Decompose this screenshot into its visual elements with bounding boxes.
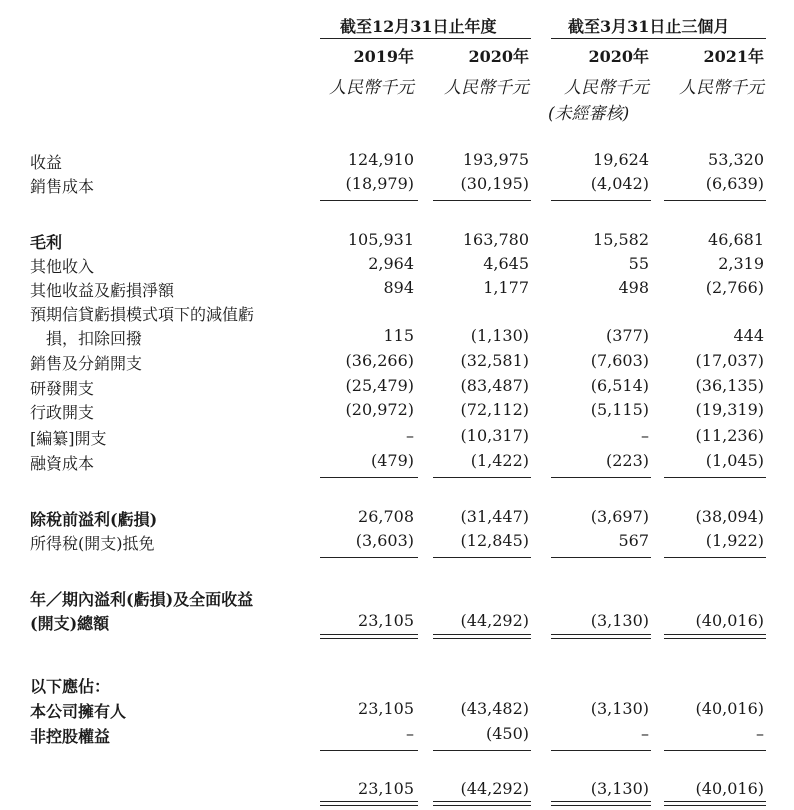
cell-value: (1,922) (705, 531, 764, 550)
subtotal-rule (433, 477, 531, 478)
row-label: 融資成本 (30, 454, 95, 473)
row-label: 收益 (30, 153, 63, 172)
cell-value: (3,130) (590, 779, 649, 798)
cell-value: 444 (733, 326, 764, 345)
cell-value: (40,016) (695, 699, 764, 718)
cell-value: (3,130) (590, 611, 649, 630)
subtotal-rule (320, 200, 418, 201)
subtotal-rule (551, 750, 651, 751)
subtotal-rule (320, 557, 418, 558)
cell-value: (19,319) (695, 400, 764, 419)
total-double-rule (433, 801, 531, 806)
cell-value: 2,319 (718, 254, 764, 273)
cell-value: (40,016) (695, 611, 764, 630)
unit-label: 人民幣千元 (329, 78, 414, 98)
cell-value: (12,845) (460, 531, 529, 550)
cell-value: (44,292) (460, 779, 529, 798)
cell-value: (1,130) (470, 326, 529, 345)
unit-label: 人民幣千元 (564, 78, 649, 98)
subtotal-rule (664, 200, 766, 201)
row-label: 其他收益及虧損淨額 (30, 281, 175, 300)
cell-value: (36,266) (345, 351, 414, 370)
row-label: 銷售及分銷開支 (30, 354, 143, 373)
cell-value: 2,964 (368, 254, 414, 273)
row-label: 預期信貸虧損模式項下的減值虧 (30, 305, 255, 324)
cell-value: 124,910 (347, 150, 414, 169)
cell-value: 26,708 (358, 507, 414, 526)
row-label: 銷售成本 (30, 177, 95, 196)
cell-value: (11,236) (695, 426, 764, 445)
header-group-annual-rule (320, 38, 531, 39)
cell-value: 55 (628, 254, 649, 273)
cell-value: (40,016) (695, 779, 764, 798)
cell-value: – (406, 426, 414, 445)
cell-value: (72,112) (460, 400, 529, 419)
cell-value: (30,195) (460, 174, 529, 193)
year-header-2020: 2020年 (468, 47, 529, 66)
cell-value: 894 (383, 278, 414, 297)
cell-value: (3,130) (590, 699, 649, 718)
cell-value: (3,603) (355, 531, 414, 550)
cell-value: (18,979) (345, 174, 414, 193)
row-label: 所得稅(開支)抵免 (30, 534, 155, 553)
cell-value: (32,581) (460, 351, 529, 370)
cell-value: (83,487) (460, 376, 529, 395)
subtotal-rule (551, 557, 651, 558)
cell-value: (1,045) (705, 451, 764, 470)
cell-value: (6,514) (590, 376, 649, 395)
row-label: 行政開支 (30, 403, 95, 422)
row-label: 研發開支 (30, 379, 95, 398)
cell-value: (20,972) (345, 400, 414, 419)
total-double-rule (551, 801, 651, 806)
cell-value: (223) (605, 451, 649, 470)
subtotal-rule (664, 750, 766, 751)
cell-value: 23,105 (358, 779, 414, 798)
total-double-rule (320, 634, 418, 639)
cell-value: (377) (605, 326, 649, 345)
row-label: 年／期內溢利(虧損)及全面收益 (30, 590, 254, 609)
cell-value: (450) (485, 724, 529, 743)
cell-value: (44,292) (460, 611, 529, 630)
year-header-2021-q1: 2021年 (703, 47, 764, 66)
cell-value: 46,681 (708, 230, 764, 249)
header-group-quarterly-rule (551, 38, 766, 39)
total-double-rule (664, 801, 766, 806)
row-label: 毛利 (30, 233, 63, 252)
cell-value: 193,975 (462, 150, 529, 169)
cell-value: 23,105 (358, 611, 414, 630)
row-label: 本公司擁有人 (30, 702, 127, 721)
subtotal-rule (664, 557, 766, 558)
cell-value: 115 (383, 326, 414, 345)
cell-value: 1,177 (483, 278, 529, 297)
row-label: 除稅前溢利(虧損) (30, 510, 158, 529)
cell-value: (6,639) (705, 174, 764, 193)
total-double-rule (551, 634, 651, 639)
row-label-continued: 損，扣除回撥 (46, 329, 143, 348)
cell-value: (5,115) (590, 400, 649, 419)
row-label: 其他收入 (30, 257, 95, 276)
year-header-2019: 2019年 (353, 47, 414, 66)
cell-value: (17,037) (695, 351, 764, 370)
subtotal-rule (551, 200, 651, 201)
header-group-quarterly: 截至3月31日止三個月 (568, 17, 730, 36)
cell-value: – (406, 724, 414, 743)
subtotal-rule (664, 477, 766, 478)
cell-value: (38,094) (695, 507, 764, 526)
unit-label: 人民幣千元 (679, 78, 764, 98)
row-label-continued: (開支)總額 (30, 614, 110, 633)
cell-value: (36,135) (695, 376, 764, 395)
cell-value: (2,766) (705, 278, 764, 297)
cell-value: (7,603) (590, 351, 649, 370)
cell-value: 53,320 (708, 150, 764, 169)
cell-value: (4,042) (590, 174, 649, 193)
cell-value: 498 (618, 278, 649, 297)
cell-value: (25,479) (345, 376, 414, 395)
cell-value: 15,582 (593, 230, 649, 249)
cell-value: 105,931 (347, 230, 414, 249)
cell-value: – (756, 724, 764, 743)
cell-value: (10,317) (460, 426, 529, 445)
total-double-rule (664, 634, 766, 639)
subtotal-rule (433, 200, 531, 201)
cell-value: (1,422) (470, 451, 529, 470)
cell-value: 23,105 (358, 699, 414, 718)
subtotal-rule (433, 557, 531, 558)
cell-value: (479) (370, 451, 414, 470)
row-label: 非控股權益 (30, 727, 111, 746)
row-label: [編纂]開支 (30, 429, 107, 448)
cell-value: 567 (618, 531, 649, 550)
cell-value: (31,447) (460, 507, 529, 526)
cell-value: – (641, 426, 649, 445)
cell-value: 163,780 (462, 230, 529, 249)
cell-value: (43,482) (460, 699, 529, 718)
header-group-annual: 截至12月31日止年度 (340, 17, 497, 36)
total-double-rule (320, 801, 418, 806)
subtotal-rule (433, 750, 531, 751)
row-label: 以下應佔： (30, 677, 111, 696)
year-header-2020-q1: 2020年 (588, 47, 649, 66)
cell-value: 4,645 (483, 254, 529, 273)
total-double-rule (433, 634, 531, 639)
unaudited-note: (未經審核) (548, 104, 630, 124)
subtotal-rule (320, 750, 418, 751)
cell-value: (3,697) (590, 507, 649, 526)
subtotal-rule (320, 477, 418, 478)
cell-value: – (641, 724, 649, 743)
subtotal-rule (551, 477, 651, 478)
cell-value: 19,624 (593, 150, 649, 169)
unit-label: 人民幣千元 (444, 78, 529, 98)
